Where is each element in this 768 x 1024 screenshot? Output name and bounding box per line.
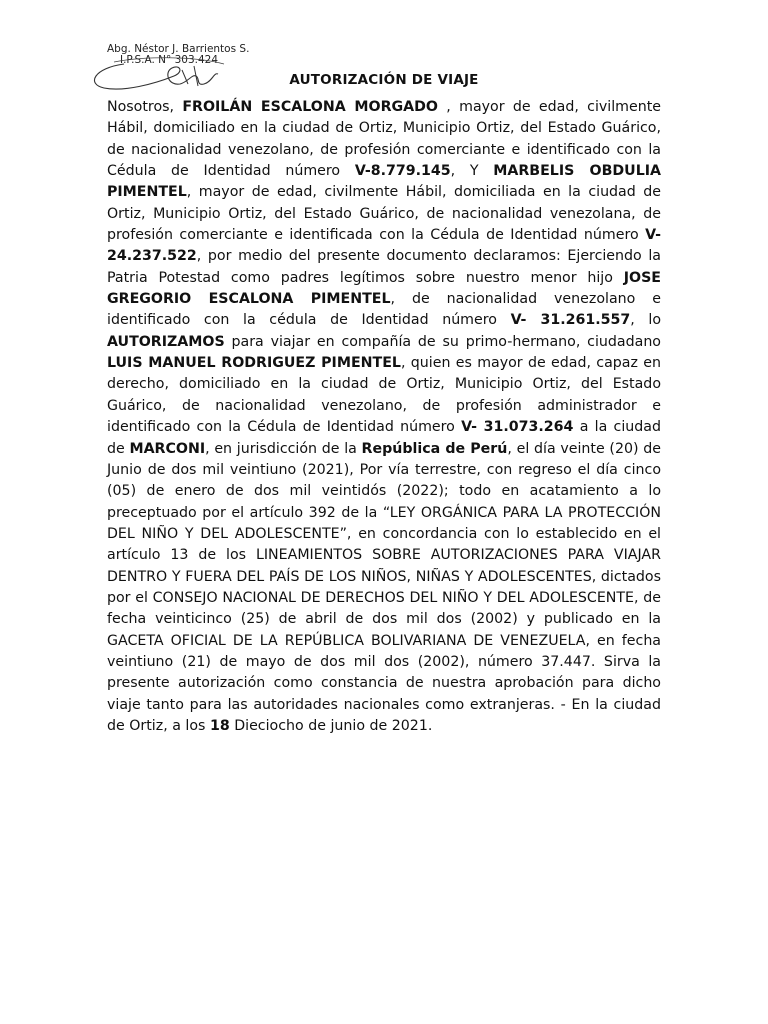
bold-segment: FROILÁN ESCALONA MORGADO	[182, 99, 438, 115]
text-segment: a la ciudad de	[107, 419, 661, 457]
authorization-body	[107, 97, 661, 737]
bold-segment: MARBELIS OBDULIA PIMENTEL	[107, 163, 661, 201]
bold-segment: 18	[209, 717, 230, 734]
bold-segment: JOSE GREGORIO ESCALONA PIMENTEL	[107, 269, 661, 308]
document-title: AUTORIZACIÓN DE VIAJE	[289, 72, 479, 88]
bold-segment: LUIS MANUEL RODRIGUEZ PIMENTEL	[107, 355, 401, 372]
text-segment: Dieciocho de junio de 2021.	[229, 717, 433, 734]
text-segment: , Y	[450, 163, 494, 180]
text-segment: Nosotros,	[107, 99, 183, 115]
bold-segment: República de Perú	[361, 440, 508, 457]
bold-segment: V- 31.261.557	[510, 312, 631, 329]
text-segment: , mayor de edad, civilmente Hábil, domiciliada en la ciudad de Ortiz, Municipio Ortiz, del Estado Guárico, de nacionalidad venezolana, de profesión comerciante e identificada con la Cédula de Identidad número	[107, 184, 661, 244]
text-segment: , de nacionalidad venezolano e identificado con la cédula de Identidad número	[107, 291, 661, 329]
bold-segment: MARCONI	[129, 440, 206, 457]
bold-segment: V-24.237.522	[107, 227, 661, 265]
text-segment: para viajar en compañía de su primo-hermano, ciudadano	[224, 333, 661, 350]
text-segment: , el día veinte (20) de Junio de dos mil veintiuno (2021), Por vía terrestre, con regreso el día cinco (05) de enero de dos mil veintidós (2022); todo en acatamiento a lo preceptuado por el artículo 392 de la “LEY ORGÁNICA PARA LA PROTECCIÓN DEL NIÑO Y DEL ADOLESCENTE”, en concordancia con lo establecido en el artículo 13 de los LINEAMIENTOS SOBRE AUTORIZACIONES PARA VIAJAR DENTRO Y FUERA DEL PAÍS DE LOS NIÑOS, NIÑAS Y ADOLESCENTES, dictados por el CONSEJO NACIONAL DE DERECHOS DEL NIÑO Y DEL ADOLESCENTE, de fecha veinticinco (25) de abril de dos mil dos (2002) y publicado en la GACETA OFICIAL DE LA REPÚBLICA BOLIVARIANA DE VENEZUELA, en fecha veintiuno (21) de mayo de dos mil dos (2002), número 37.447. Sirva la presente autorización como constancia de nuestra aprobación para dicho viaje tanto para las autoridades nacionales como extranjeras. - En la ciudad de Ortiz, a los	[107, 440, 661, 734]
text-segment: , mayor de edad, civilmente Hábil, domiciliado en la ciudad de Ortiz, Municipio Ortiz, del Estado Guárico, de nacionalidad venezolano, de profesión comerciante e identificado con la Cédula de Identidad número	[107, 99, 662, 180]
text-segment: , por medio del presente documento declaramos: Ejerciendo la Patria Potestad como padres legítimos sobre nuestro menor hijo	[107, 248, 661, 286]
bold-segment: V- 31.073.264	[461, 419, 574, 436]
text-segment: , quien es mayor de edad, capaz en derecho, domiciliado en la ciudad de Ortiz, Municipio Ortiz, del Estado Guárico, de nacionalidad venezolano, de profesión administrador e identificado con la Cédula de Identidad número	[107, 355, 661, 436]
lawyer-name: Abg. Néstor J. Barrientos S.	[107, 43, 250, 55]
text-segment: , lo	[630, 312, 661, 329]
bold-segment: V-8.779.145	[354, 163, 451, 180]
text-segment: , en jurisdicción de la	[205, 440, 362, 457]
lawyer-registration: I.P.S.A. N° 303.424	[120, 54, 219, 66]
bold-segment: AUTORIZAMOS	[107, 333, 225, 350]
